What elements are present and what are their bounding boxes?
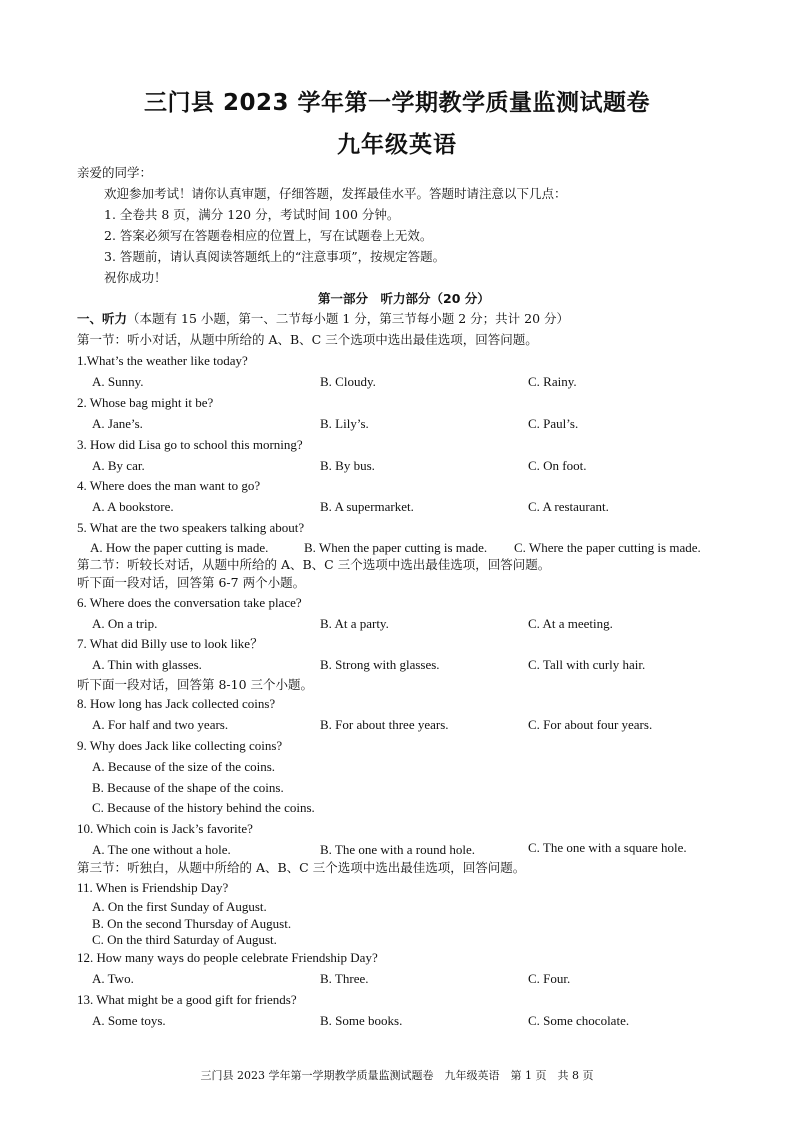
option-b: B. By bus. [320, 458, 375, 473]
option-c: C. On the third Saturday of August. [92, 932, 277, 947]
option-a: A. How the paper cutting is made. [90, 540, 269, 555]
sub-section-2-b: 听下面一段对话，回答第 8-10 三个小题。 [77, 677, 314, 692]
question: 2. Whose bag might it be? [77, 395, 214, 410]
question: 13. What might be a good gift for friends? [77, 992, 297, 1007]
question: 5. What are the two speakers talking about? [77, 520, 305, 535]
question: 9. Why does Jack like collecting coins? [77, 738, 283, 753]
option-b: B. On the second Thursday of August. [92, 916, 292, 931]
section-note: （本题有 15 小题，第一、二节每小题 1 分，第三节每小题 2 分；共计 20 分） [127, 311, 570, 326]
option-c: C. For about four years. [528, 717, 653, 732]
notice-item: 1. 全卷共 8 页，满分 120 分，考试时间 100 分钟。 [104, 207, 400, 222]
question: 4. Where does the man want to go? [77, 478, 261, 493]
option-a: A. Sunny. [92, 374, 144, 389]
option-a: A. Thin with glasses. [92, 657, 202, 672]
option-c: C. The one with a square hole. [528, 840, 687, 855]
section-heading [77, 311, 569, 327]
option-c: C. Tall with curly hair. [528, 657, 646, 672]
sub-section-3: 第三节：听独白，从题中所给的 A、B、C 三个选项中选出最佳选项，回答问题。 [77, 860, 526, 875]
question: 1.What’s the weather like today? [77, 353, 248, 368]
question: 12. How many ways do people celebrate Friendship Day? [77, 950, 378, 965]
notice-intro: 欢迎参加考试！请你认真审题，仔细答题，发挥最佳水平。答题时请注意以下几点： [104, 186, 567, 201]
option-c: C. Where the paper cutting is made. [514, 540, 701, 555]
option-a: A. Because of the size of the coins. [92, 759, 276, 774]
greeting: 亲爱的同学： [77, 165, 153, 180]
notice-closing: 祝你成功！ [104, 270, 167, 285]
sub-section-1: 第一节：听小对话，从题中所给的 A、B、C 三个选项中选出最佳选项，回答问题。 [77, 332, 538, 347]
option-c: C. Paul’s. [528, 416, 579, 431]
question: 3. How did Lisa go to school this morning? [77, 437, 303, 452]
option-a: A. Two. [92, 971, 134, 986]
option-c: C. Four. [528, 971, 571, 986]
option-a: A. Jane’s. [92, 416, 143, 431]
option-c: C. Rainy. [528, 374, 577, 389]
option-c: C. Because of the history behind the coins. [92, 800, 315, 815]
option-b: B. Some books. [320, 1013, 403, 1028]
option-a: A. The one without a hole. [92, 842, 231, 857]
option-c: C. On foot. [528, 458, 587, 473]
question: 10. Which coin is Jack’s favorite? [77, 821, 253, 836]
sub-section-2-a: 听下面一段对话，回答第 6-7 两个小题。 [77, 575, 306, 590]
option-b: B. At a party. [320, 616, 389, 631]
option-a: A. Some toys. [92, 1013, 166, 1028]
option-a: A. On a trip. [92, 616, 158, 631]
option-c: C. At a meeting. [528, 616, 613, 631]
option-b: B. Strong with glasses. [320, 657, 440, 672]
notice-item: 2. 答案必须写在答题卷相应的位置上，写在试题卷上无效。 [104, 228, 433, 243]
exam-subtitle: 九年级英语 [337, 132, 457, 158]
exam-title: 三门县 2023 学年第一学期教学质量监测试题卷 [143, 90, 651, 116]
question: 6. Where does the conversation take place? [77, 595, 302, 610]
page-footer: 三门县 2023 学年第一学期教学质量监测试题卷 九年级英语 第 1 页 共 8 页 [200, 1069, 594, 1082]
option-b: B. The one with a round hole. [320, 842, 476, 857]
option-b: B. When the paper cutting is made. [304, 540, 488, 555]
section-title: 一、听力 [77, 311, 128, 326]
sub-section-2: 第二节：听较长对话，从题中所给的 A、B、C 三个选项中选出最佳选项，回答问题。 [77, 557, 551, 572]
option-b: B. For about three years. [320, 717, 449, 732]
notice-item: 3. 答题前，请认真阅读答题纸上的“注意事项”，按规定答题。 [104, 249, 446, 264]
option-b: B. Three. [320, 971, 369, 986]
question: 11. When is Friendship Day? [77, 880, 229, 895]
option-b: B. Lily’s. [320, 416, 369, 431]
option-a: A. On the first Sunday of August. [92, 899, 267, 914]
option-c: C. A restaurant. [528, 499, 609, 514]
option-c: C. Some chocolate. [528, 1013, 630, 1028]
option-a: A. By car. [92, 458, 145, 473]
option-a: A. For half and two years. [92, 717, 229, 732]
option-b: B. Cloudy. [320, 374, 376, 389]
option-b: B. Because of the shape of the coins. [92, 780, 284, 795]
part-title: 第一部分 听力部分（20 分） [318, 291, 490, 306]
option-a: A. A bookstore. [92, 499, 174, 514]
question: 8. How long has Jack collected coins? [77, 696, 276, 711]
option-b: B. A supermarket. [320, 499, 414, 514]
question: 7. What did Billy use to look like？ [77, 636, 264, 651]
